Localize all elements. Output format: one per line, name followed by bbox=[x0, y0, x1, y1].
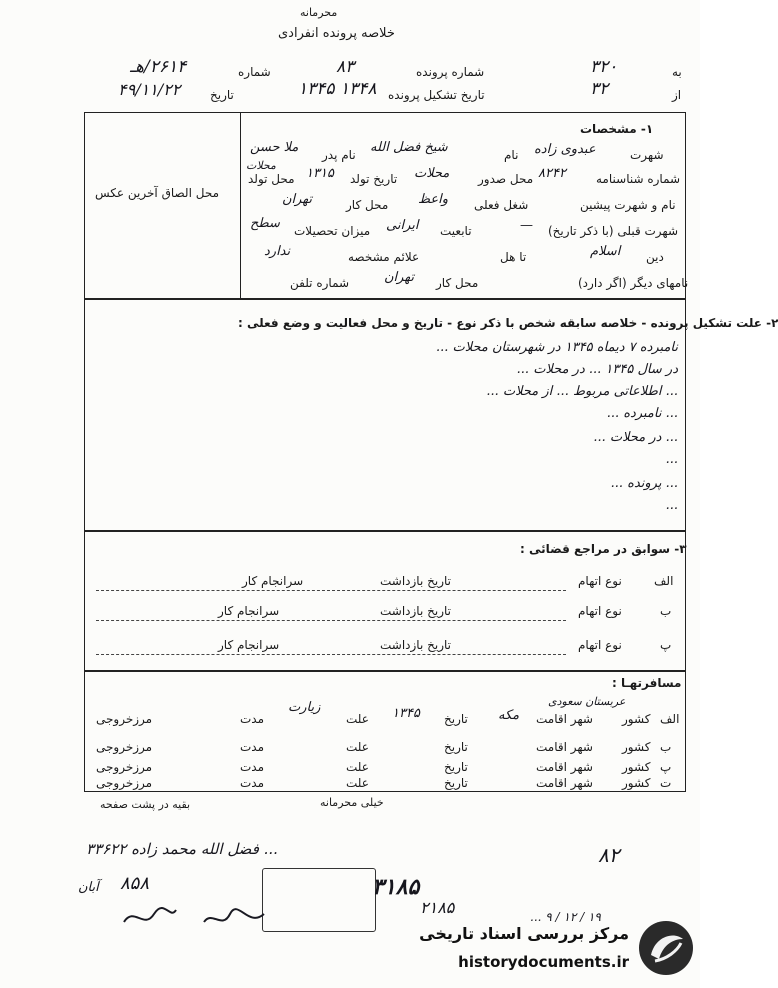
judicial-row-2-charge: نوع اتهام bbox=[578, 604, 622, 618]
file-number-value: ۸۳ bbox=[336, 57, 355, 77]
watermark-url: historydocuments.ir bbox=[458, 953, 629, 971]
from-label: از bbox=[672, 88, 682, 102]
judicial-row-2-line bbox=[96, 620, 566, 621]
travel-row-1-date: ۱۳۴۵ bbox=[392, 706, 420, 721]
father-name-value: ملا حسن bbox=[250, 140, 299, 155]
travel-row-2-reason-label: علت bbox=[346, 740, 369, 754]
stamp-number-2: ۲۱۸۵ bbox=[420, 898, 455, 917]
travel-row-2-date-label: تاریخ bbox=[444, 740, 468, 754]
travel-row-4-country-label: کشور bbox=[622, 776, 651, 790]
travel-row-1-duration-label: مدت bbox=[240, 712, 265, 726]
section4-heading: مسافرتهـا : bbox=[612, 676, 682, 690]
footer-note-1: ۸۲ bbox=[598, 843, 620, 867]
previous-surname-value: — bbox=[520, 218, 533, 233]
from-value: ۳۲ bbox=[590, 79, 609, 99]
judicial-row-3-date: تاریخ بازداشت bbox=[380, 638, 451, 652]
work-location-value: تهران bbox=[384, 270, 414, 285]
section-background bbox=[84, 298, 686, 532]
travel-row-1-date-label: تاریخ bbox=[444, 712, 468, 726]
travel-row-3-city-label: شهر اقامت bbox=[536, 760, 593, 774]
marital-label: تا هل bbox=[500, 250, 527, 264]
judicial-row-3-charge: نوع اتهام bbox=[578, 638, 622, 652]
travel-row-1-reason-label: علت bbox=[346, 712, 369, 726]
top-label: محرمانه bbox=[300, 6, 338, 19]
judicial-row-3-result: سرانجام کار bbox=[218, 638, 280, 652]
judicial-row-1-charge: نوع اتهام bbox=[578, 574, 622, 588]
section3-heading: ۳- سوابق در مراجع قضائی : bbox=[520, 542, 687, 556]
to-value: ۳۲۰ bbox=[590, 57, 618, 77]
birth-place-value: محلات bbox=[246, 159, 276, 172]
previous-surname-label: شهرت قبلی (با ذکر تاریخ) bbox=[548, 224, 679, 238]
travel-row-1-city-label: شهر اقامت bbox=[536, 712, 593, 726]
religion-label: دین bbox=[646, 250, 664, 264]
name-value: شیخ فضل الله bbox=[370, 140, 448, 155]
nationality-label: تابعیت bbox=[440, 224, 472, 238]
other-names-label: نامهای دیگر (اگر دارد) bbox=[578, 276, 689, 290]
previous-name-label: نام و شهرت پیشین bbox=[580, 198, 676, 212]
section2-line-4: ... نامبرده ... bbox=[606, 406, 678, 421]
section2-line-8: ... bbox=[665, 498, 678, 513]
section2-heading: ۲- علت تشکیل پرونده - خلاصه سابقه شخص با ذکر نوع - تاریخ و محل فعالیت و وضع فعلی : bbox=[238, 316, 778, 330]
travel-row-1-city: مکه bbox=[498, 708, 520, 723]
occupation-label: شغل فعلی bbox=[474, 198, 529, 212]
date-label: تاریخ bbox=[210, 88, 234, 102]
judicial-row-1-date: تاریخ بازداشت bbox=[380, 574, 451, 588]
travel-row-4-date-label: تاریخ bbox=[444, 776, 468, 790]
archive-logo-icon bbox=[637, 919, 695, 977]
section2-line-1: نامبرده ۷ دیماه ۱۳۴۵ در شهرستان محلات ... bbox=[436, 340, 678, 355]
marks-label: علائم مشخصه bbox=[348, 250, 420, 264]
religion-value: اسلام bbox=[590, 244, 621, 259]
section2-line-7: ... پرونده ... bbox=[610, 476, 678, 491]
judicial-row-3-line bbox=[96, 654, 566, 655]
birth-place-label: محل تولد bbox=[248, 172, 295, 186]
number-value: ۲۶۱۴/هـ bbox=[130, 57, 187, 77]
id-number-value: ۸۲۴۲ bbox=[538, 166, 566, 181]
travel-row-4-border-label: مرزخروجی bbox=[96, 776, 153, 790]
birth-date-value: ۱۳۱۵ bbox=[306, 166, 334, 181]
judicial-row-3-prefix: پ bbox=[660, 638, 672, 652]
travel-row-2-border-label: مرزخروجی bbox=[96, 740, 153, 754]
receipt-stamp bbox=[262, 868, 376, 932]
watermark bbox=[419, 915, 695, 985]
confidential-footer: خیلی محرمانه bbox=[320, 796, 384, 809]
travel-row-1-reason: زیارت bbox=[288, 700, 321, 715]
photo-label: محل الصاق آخرین عکس bbox=[95, 186, 220, 200]
footer-note-2: ... فضل الله محمد زاده ۳۳۶۲۲ bbox=[86, 840, 278, 858]
id-number-label: شماره شناسنامه bbox=[596, 172, 681, 186]
travel-row-4-city-label: شهر اقامت bbox=[536, 776, 593, 790]
travel-row-3-duration-label: مدت bbox=[240, 760, 265, 774]
travel-row-3-date-label: تاریخ bbox=[444, 760, 468, 774]
section2-line-2: در سال ۱۳۴۵ ... در محلات ... bbox=[516, 362, 678, 377]
travel-row-1-border-label: مرزخروجی bbox=[96, 712, 153, 726]
watermark-title: مرکز بررسی اسناد تاریخی bbox=[419, 924, 629, 943]
section-travels bbox=[84, 670, 686, 792]
to-label: به bbox=[672, 65, 682, 79]
judicial-row-1-result: سرانجام کار bbox=[242, 574, 304, 588]
travel-row-2-country-label: کشور bbox=[622, 740, 651, 754]
section1-heading: ۱- مشخصات bbox=[580, 122, 654, 136]
workplace-value: تهران bbox=[282, 192, 312, 207]
workplace-label: محل کار bbox=[346, 198, 389, 212]
travel-row-2-city-label: شهر اقامت bbox=[536, 740, 593, 754]
marks-value: ندارد bbox=[264, 244, 291, 259]
signature-left bbox=[120, 902, 180, 932]
education-label: میزان تحصیلات bbox=[294, 224, 371, 238]
travel-row-3-country-label: کشور bbox=[622, 760, 651, 774]
judicial-row-2-date: تاریخ بازداشت bbox=[380, 604, 451, 618]
travel-row-4-prefix: ت bbox=[660, 776, 672, 790]
travel-row-3-reason-label: علت bbox=[346, 760, 369, 774]
file-date-value: ۱۳۴۸ ۱۳۴۵ bbox=[298, 79, 377, 99]
continued-note: بقیه در پشت صفحه bbox=[100, 798, 191, 811]
travel-row-4-duration-label: مدت bbox=[240, 776, 265, 790]
travel-row-1-country: عربستان سعودی bbox=[548, 695, 626, 708]
file-number-label: شماره پرونده bbox=[416, 65, 485, 79]
phone-label: شماره تلفن bbox=[290, 276, 350, 290]
travel-row-3-prefix: پ bbox=[660, 760, 672, 774]
judicial-row-2-prefix: ب bbox=[660, 604, 672, 618]
footer-note-3: ۸۵۸ bbox=[120, 873, 150, 894]
surname-label: شهرت bbox=[630, 148, 664, 162]
judicial-row-1-line bbox=[96, 590, 566, 591]
signature-center bbox=[200, 904, 270, 934]
nationality-value: ایرانی bbox=[386, 218, 419, 233]
father-name-label: نام پدر bbox=[322, 148, 356, 162]
travel-row-2-duration-label: مدت bbox=[240, 740, 265, 754]
travel-row-3-border-label: مرزخروجی bbox=[96, 760, 153, 774]
judicial-row-2-result: سرانجام کار bbox=[218, 604, 280, 618]
travel-row-4-reason-label: علت bbox=[346, 776, 369, 790]
name-label: نام bbox=[504, 148, 519, 162]
surname-value: عبدوی زاده bbox=[534, 142, 596, 157]
footer-note-4: آبان bbox=[78, 880, 99, 895]
stamp-number-1: ۳۱۸۵ bbox=[372, 874, 420, 900]
photo-divider bbox=[240, 113, 241, 298]
travel-row-1-country-label: کشور bbox=[622, 712, 651, 726]
section2-line-6: ... bbox=[665, 452, 678, 467]
work-location-label: محل کار bbox=[436, 276, 479, 290]
number-label: شماره bbox=[238, 65, 271, 79]
section2-line-5: ... در محلات ... bbox=[593, 430, 678, 445]
travel-row-1-prefix: الف bbox=[660, 712, 680, 726]
travel-row-2-prefix: ب bbox=[660, 740, 672, 754]
issue-place-value: محلات bbox=[414, 166, 450, 181]
file-date-label: تاریخ تشکیل پرونده bbox=[388, 88, 485, 102]
judicial-row-1-prefix: الف bbox=[654, 574, 674, 588]
issue-place-label: محل صدور bbox=[478, 172, 534, 186]
document-title: خلاصه پرونده انفرادی bbox=[278, 26, 395, 41]
footer-note-5: ۱۹ / ۱۲ / ۹ ... bbox=[530, 910, 601, 924]
date-value: ۴۹/۱۱/۲۲ bbox=[118, 80, 181, 99]
education-value: سطح bbox=[250, 216, 280, 231]
occupation-value: واعظ bbox=[418, 192, 448, 207]
birth-date-label: تاریخ تولد bbox=[350, 172, 398, 186]
section2-line-3: ... اطلاعاتی مربوط ... از محلات ... bbox=[486, 384, 678, 399]
